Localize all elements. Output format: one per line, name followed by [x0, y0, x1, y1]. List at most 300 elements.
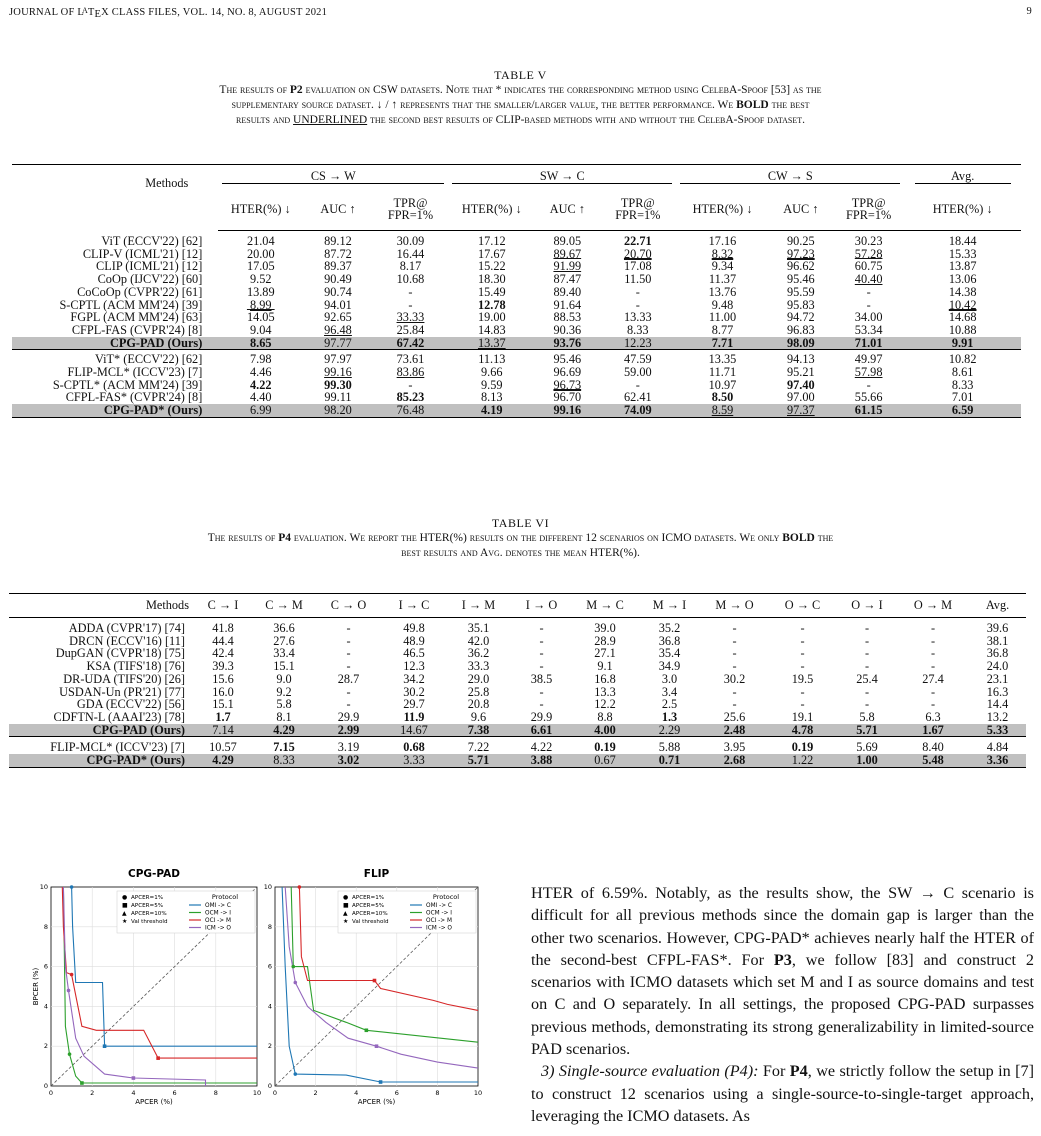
x-tick-label: 2: [90, 1089, 95, 1097]
cell-value: 90.36: [553, 322, 582, 337]
cell-value: -: [539, 697, 544, 712]
legend-marker-label: Val threshold: [352, 919, 389, 925]
cell-value: 18.30: [477, 272, 506, 287]
apcer-1-marker: [68, 1052, 72, 1056]
metric-header: TPR@ FPR=1%: [599, 189, 676, 231]
cell-value: 93.76: [535, 337, 599, 350]
cell-value: 11.13: [448, 350, 535, 366]
cell-value: 24.0: [986, 659, 1009, 674]
y-tick-label: 6: [267, 962, 272, 971]
cell-value: 9.1: [597, 659, 613, 674]
cell-value: -: [346, 659, 351, 674]
cell-value: 95.46: [535, 350, 599, 366]
x-tick-label: 6: [172, 1089, 177, 1097]
cell-value: 16.0: [212, 684, 234, 699]
cell-value: 9.66: [481, 365, 503, 380]
apcer-5-marker: [156, 1056, 160, 1060]
cell-value: 6.61: [511, 724, 572, 737]
cell-value: 25.84: [396, 322, 425, 337]
cell-value: 5.48: [897, 754, 969, 767]
cell-value: -: [408, 284, 413, 299]
cell-value: 15.49: [477, 284, 506, 299]
cell-value: 22.71: [623, 234, 652, 248]
cell-value: 1.7: [215, 709, 231, 724]
table-row: [12, 231, 1021, 248]
cell-value: 14.38: [948, 284, 977, 299]
table6-label: TABLE VI: [491, 516, 550, 530]
method-name: S-CPTL* (ACM MM'24) [39]: [52, 377, 203, 392]
table-row: [12, 404, 1021, 417]
metric-header: HTER(%) ↓: [904, 189, 1021, 231]
cell-value: -: [732, 646, 737, 661]
table6-caption-line2: best results and Avg. denotes the mean HTER(%).: [401, 547, 640, 559]
cell-value: 36.8: [986, 646, 1009, 661]
column-header: O → C: [768, 594, 837, 618]
cell-value: 7.01: [951, 390, 974, 405]
cell-value: 2.48: [701, 724, 768, 737]
x-tick-label: 4: [131, 1089, 136, 1097]
method-name: ViT (ECCV'22) [62]: [101, 233, 203, 248]
cell-value: 34.2: [403, 671, 425, 686]
legend-marker-symbol: ●: [343, 894, 349, 901]
table6-caption-line1: The results of P4 evaluation. We report the HTER(%) results on the different 12 scenarios on ICMO datasets. We only BOLD the: [207, 532, 834, 544]
cell-value: 3.4: [661, 684, 678, 699]
legend-protocol-label: ICM -> O: [426, 925, 452, 932]
cell-value: 2.68: [701, 754, 768, 767]
cell-value: 38.1: [986, 633, 1009, 648]
cell-value: 7.14: [193, 724, 253, 737]
cell-value: -: [864, 659, 870, 674]
cell-value: 9.59: [481, 377, 503, 392]
cell-value: 12.3: [403, 659, 425, 674]
cell-value: 91.64: [553, 297, 582, 312]
cell-value: 3.02: [315, 754, 382, 767]
cell-value: 5.8: [859, 709, 875, 724]
cell-value: 9.34: [711, 259, 734, 274]
cell-value: -: [732, 684, 737, 699]
table5-caption: [0, 68, 1041, 128]
journal-title: JOURNAL OF LATEX CLASS FILES, VOL. 14, NO. 8, AUGUST 2021: [9, 6, 328, 20]
apcer-1-marker: [70, 973, 74, 977]
cell-value: 17.08: [623, 259, 652, 274]
group-header: CW → S: [680, 170, 900, 184]
method-name: CFPL-FAS* (CVPR'24) [8]: [65, 390, 203, 405]
cell-value: 13.87: [948, 259, 977, 274]
cell-value: 4.29: [193, 754, 253, 767]
apcer-1-marker: [298, 885, 302, 889]
column-header: M → C: [572, 594, 638, 618]
y-tick-label: 2: [267, 1042, 272, 1051]
cell-value: 10.88: [948, 322, 977, 337]
panel-title: FLIP: [363, 868, 390, 880]
legend-marker-label: APCER=5%: [131, 903, 164, 909]
column-header: I → M: [446, 594, 511, 618]
cell-value: 83.86: [396, 365, 425, 380]
cell-value: -: [732, 633, 737, 648]
method-name: CPG-PAD* (Ours): [12, 404, 218, 417]
method-name: CLIP-V (ICML'21) [12]: [82, 246, 203, 261]
cell-value: 73.61: [373, 350, 449, 366]
cell-value: 19.5: [791, 671, 814, 686]
cell-value: 88.53: [553, 310, 582, 325]
cell-value: 96.69: [553, 365, 582, 380]
cell-value: 97.77: [303, 337, 372, 350]
cell-value: 13.37: [448, 337, 535, 350]
cell-value: 8.61: [951, 365, 974, 380]
cell-value: 95.59: [786, 284, 815, 299]
y-tick-label: 8: [43, 922, 48, 931]
cell-value: 3.88: [511, 754, 572, 767]
cell-value: 11.37: [708, 272, 737, 287]
cell-value: 19.00: [477, 310, 506, 325]
cell-value: 96.62: [786, 259, 815, 274]
cell-value: 97.97: [303, 350, 372, 366]
cell-value: -: [864, 633, 870, 648]
cell-value: 15.1: [212, 697, 234, 712]
column-header: I → C: [382, 594, 446, 618]
cell-value: 97.00: [786, 390, 815, 405]
cell-value: 1.67: [897, 724, 969, 737]
metric-header: TPR@ FPR=1%: [833, 189, 904, 231]
cell-value: 87.47: [553, 272, 582, 287]
metric-header: HTER(%) ↓: [218, 189, 303, 231]
cell-value: 17.05: [246, 259, 275, 274]
cell-value: 8.32: [711, 246, 734, 261]
method-name: FLIP-MCL* (ICCV'23) [7]: [67, 365, 203, 380]
cell-value: 8.8: [597, 709, 613, 724]
cell-value: 21.04: [246, 234, 275, 248]
cell-value: 0.67: [572, 754, 638, 767]
cell-value: 14.68: [948, 310, 977, 325]
det-panel: [32, 868, 261, 1106]
cell-value: 7.71: [676, 337, 768, 350]
cell-value: 14.67: [382, 724, 446, 737]
legend-protocol-label: OCI -> M: [205, 918, 231, 924]
method-name: CPG-PAD* (Ours): [9, 754, 193, 767]
group-header: SW → C: [452, 170, 672, 184]
cell-value: 87.72: [324, 246, 352, 261]
cell-value: 49.8: [403, 621, 425, 635]
x-tick-label: 8: [435, 1089, 440, 1097]
apcer-1-marker: [294, 1072, 298, 1076]
method-name: DupGAN (CVPR'18) [75]: [55, 646, 185, 661]
cell-value: 3.36: [969, 754, 1026, 767]
cell-value: 8.40: [897, 737, 969, 754]
cell-value: 16.3: [986, 684, 1009, 699]
column-header: C → M: [253, 594, 315, 618]
cell-value: 57.98: [854, 365, 883, 380]
apcer-5-marker: [373, 979, 377, 983]
cell-value: 13.35: [676, 350, 768, 366]
column-header: O → M: [897, 594, 969, 618]
cell-value: 20.00: [246, 246, 275, 261]
cell-value: 30.23: [854, 234, 883, 248]
apcer-5-marker: [80, 1081, 84, 1085]
cell-value: 89.40: [553, 284, 582, 299]
cell-value: 9.04: [250, 322, 272, 337]
column-header: C → I: [193, 594, 253, 618]
y-axis-label: BPCER (%): [32, 967, 40, 1006]
cell-value: 6.99: [218, 404, 303, 417]
y-tick-label: 8: [267, 922, 272, 931]
cell-value: -: [930, 621, 936, 635]
legend-protocol-label: OCM -> I: [205, 910, 231, 917]
table6: [9, 593, 1026, 768]
cell-value: 2.29: [638, 724, 701, 737]
legend-marker-symbol: ●: [122, 894, 128, 901]
cell-value: 96.73: [553, 377, 582, 392]
cell-value: -: [800, 646, 805, 661]
cell-value: 28.7: [337, 671, 360, 686]
cell-value: 11.71: [708, 365, 737, 380]
table5: [12, 164, 1021, 418]
subsection-heading: 3) Single-source evaluation (P4):: [541, 1062, 759, 1081]
cell-value: 55.66: [854, 390, 883, 405]
cell-value: 33.33: [396, 310, 425, 325]
legend-marker-symbol: ▲: [122, 910, 127, 917]
cell-value: -: [866, 297, 871, 312]
y-tick-label: 4: [43, 1002, 48, 1011]
method-name: CPG-PAD (Ours): [9, 724, 193, 737]
cell-value: 14.4: [986, 697, 1009, 712]
cell-value: -: [866, 377, 871, 392]
cell-value: 94.13: [769, 350, 833, 366]
cell-value: 0.19: [572, 737, 638, 754]
cell-value: -: [539, 621, 544, 635]
table-row: [9, 754, 1026, 767]
cell-value: -: [539, 646, 544, 661]
x-tick-label: 0: [48, 1089, 54, 1097]
cell-value: -: [930, 684, 936, 699]
legend-marker-label: APCER=10%: [131, 911, 167, 917]
cell-value: 29.9: [337, 709, 360, 724]
cell-value: 9.2: [276, 684, 292, 699]
table-row: [9, 618, 1026, 635]
table-row: [9, 737, 1026, 754]
cell-value: 3.19: [315, 737, 382, 754]
cell-value: 44.4: [212, 633, 234, 648]
cell-value: 4.29: [253, 724, 315, 737]
cell-value: 97.37: [769, 404, 833, 417]
column-header: Avg.: [969, 594, 1026, 618]
table6-caption: [0, 516, 1041, 561]
cell-value: 35.2: [658, 621, 681, 635]
cell-value: 4.19: [448, 404, 535, 417]
cell-value: 57.28: [854, 246, 883, 261]
apcer-5-marker: [375, 1044, 379, 1048]
x-tick-label: 10: [473, 1089, 483, 1097]
cell-value: 25.8: [467, 684, 490, 699]
x-tick-label: 6: [394, 1089, 399, 1097]
cell-value: 15.33: [948, 246, 977, 261]
column-header: M → O: [701, 594, 768, 618]
method-name: ADDA (CVPR'17) [74]: [68, 621, 185, 635]
legend-protocol-label: OCI -> M: [426, 918, 452, 924]
cell-value: 17.12: [477, 234, 506, 248]
x-tick-label: 8: [213, 1089, 218, 1097]
cell-value: 27.6: [273, 633, 295, 648]
cell-value: 13.89: [246, 284, 275, 299]
cell-value: 7.15: [253, 737, 315, 754]
cell-value: 5.8: [276, 697, 292, 712]
cell-value: -: [346, 633, 351, 648]
x-tick-label: 0: [272, 1089, 278, 1097]
table-row: [12, 350, 1021, 366]
metric-header: AUC ↑: [303, 189, 372, 231]
x-tick-label: 10: [252, 1089, 262, 1097]
cell-value: 97.23: [786, 246, 815, 261]
cell-value: 85.23: [396, 390, 425, 405]
apcer-1-marker: [67, 989, 71, 993]
cell-value: 15.1: [273, 659, 295, 674]
cell-value: 36.2: [467, 646, 490, 661]
apcer-5-marker: [379, 1080, 383, 1084]
cell-value: -: [930, 633, 936, 648]
metric-header: TPR@ FPR=1%: [373, 189, 449, 231]
cell-value: -: [732, 697, 737, 712]
cell-value: 8.99: [250, 297, 272, 312]
legend-marker-symbol: ▲: [343, 910, 348, 917]
y-tick-label: 0: [43, 1082, 48, 1090]
cell-value: 4.84: [969, 737, 1026, 754]
cell-value: 89.37: [324, 259, 352, 274]
cell-value: 11.9: [403, 709, 425, 724]
cell-value: 42.0: [467, 633, 490, 648]
cell-value: 99.16: [324, 365, 352, 380]
cell-value: 8.65: [218, 337, 303, 350]
cell-value: 16.8: [594, 671, 616, 686]
cell-value: 99.16: [535, 404, 599, 417]
cell-value: 5.88: [638, 737, 701, 754]
cell-value: 95.46: [786, 272, 815, 287]
cell-value: 98.20: [303, 404, 372, 417]
cell-value: 2.99: [315, 724, 382, 737]
cell-value: 94.01: [324, 297, 352, 312]
cell-value: 25.4: [856, 671, 878, 686]
cell-value: -: [635, 377, 640, 392]
legend-marker-label: APCER=5%: [352, 903, 385, 909]
cell-value: 8.13: [481, 390, 503, 405]
apcer-1-marker: [70, 885, 74, 889]
cell-value: 90.49: [324, 272, 352, 287]
cell-value: 27.4: [922, 671, 944, 686]
cell-value: 39.3: [212, 659, 234, 674]
y-tick-label: 10: [39, 883, 48, 891]
cell-value: 35.4: [658, 646, 681, 661]
method-name: DR-UDA (TIFS'20) [26]: [63, 671, 185, 686]
cell-value: 1.22: [768, 754, 837, 767]
cell-value: 3.33: [382, 754, 446, 767]
cell-value: 30.09: [396, 234, 425, 248]
cell-value: 1.00: [837, 754, 897, 767]
cell-value: -: [539, 659, 544, 674]
metric-header: HTER(%) ↓: [448, 189, 535, 231]
cell-value: 20.70: [623, 246, 652, 261]
cell-value: 29.7: [403, 697, 425, 712]
cell-value: 23.1: [986, 671, 1009, 686]
method-name: DRCN (ECCV'16) [11]: [69, 633, 185, 648]
table-row: [9, 724, 1026, 737]
cell-value: 39.6: [986, 621, 1009, 635]
cell-value: 92.65: [324, 310, 352, 325]
cell-value: 34.00: [854, 310, 883, 325]
cell-value: 59.00: [623, 365, 652, 380]
cell-value: -: [346, 684, 351, 699]
y-tick-label: 10: [263, 883, 272, 891]
cell-value: -: [346, 646, 351, 661]
cell-value: 5.33: [969, 724, 1026, 737]
cell-value: 8.1: [276, 709, 292, 724]
cell-value: 4.22: [250, 377, 272, 392]
cell-value: 28.9: [594, 633, 616, 648]
cell-value: 9.91: [904, 337, 1021, 350]
cell-value: 11.00: [708, 310, 737, 325]
column-header: O → I: [837, 594, 897, 618]
cell-value: 19.1: [791, 709, 814, 724]
metric-header: AUC ↑: [535, 189, 599, 231]
legend-marker-symbol: ■: [122, 902, 128, 909]
cell-value: 10.97: [708, 377, 737, 392]
method-name: FLIP-MCL* (ICCV'23) [7]: [9, 737, 193, 754]
cell-value: 89.12: [324, 234, 352, 248]
cell-value: 96.48: [324, 322, 352, 337]
cell-value: 36.8: [658, 633, 681, 648]
det-curve-figure: [30, 862, 490, 1132]
cell-value: 13.3: [594, 684, 616, 699]
panel-title: CPG-PAD: [128, 868, 180, 880]
cell-value: 76.48: [373, 404, 449, 417]
cell-value: 1.3: [661, 709, 678, 724]
cell-value: 98.09: [769, 337, 833, 350]
method-name: CoOp (IJCV'22) [60]: [97, 272, 203, 287]
cell-value: 46.5: [403, 646, 425, 661]
column-header: Methods: [9, 594, 193, 618]
cell-value: 53.34: [854, 322, 883, 337]
cell-value: -: [800, 633, 805, 648]
cell-value: -: [732, 621, 737, 635]
cell-value: 89.67: [553, 246, 582, 261]
legend-title: Protocol: [211, 893, 239, 901]
cell-value: 74.09: [599, 404, 676, 417]
cell-value: 47.59: [599, 350, 676, 366]
cell-value: 3.0: [661, 671, 678, 686]
cell-value: 33.4: [273, 646, 295, 661]
cell-value: -: [635, 297, 640, 312]
column-header: M → I: [638, 594, 701, 618]
x-tick-label: 4: [354, 1089, 359, 1097]
method-name: GDA (ECCV'22) [56]: [76, 697, 185, 712]
legend-protocol-label: OMI -> C: [426, 903, 452, 909]
legend-protocol-label: OMI -> C: [205, 903, 231, 909]
cell-value: 30.2: [723, 671, 746, 686]
cell-value: 7.38: [446, 724, 511, 737]
cell-value: 0.19: [768, 737, 837, 754]
cell-value: 4.00: [572, 724, 638, 737]
cell-value: 62.41: [623, 390, 652, 405]
legend-protocol-label: ICM -> O: [205, 925, 231, 932]
cell-value: 99.11: [324, 390, 352, 405]
legend-marker-label: Val threshold: [131, 919, 168, 925]
legend-marker-symbol: ★: [343, 918, 349, 925]
apcer-1-marker: [291, 965, 295, 969]
cell-value: -: [930, 646, 936, 661]
table5-label: TABLE V: [494, 68, 547, 82]
cell-value: 96.83: [786, 322, 815, 337]
cell-value: -: [866, 284, 871, 299]
cell-value: 8.77: [711, 322, 734, 337]
legend-marker-symbol: ■: [343, 902, 349, 909]
method-name: CDFTN-L (AAAI'23) [78]: [53, 709, 185, 724]
